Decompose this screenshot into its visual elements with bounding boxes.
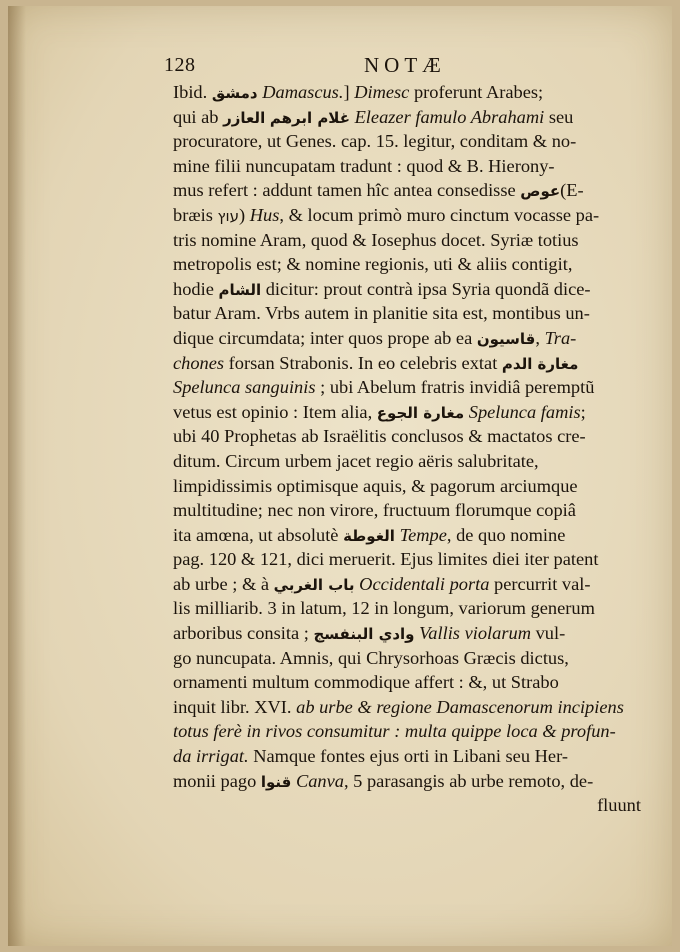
text-run: vetus est opinio : Item alia,: [173, 401, 377, 422]
text-line: [173, 252, 643, 277]
text-line: [173, 129, 643, 154]
arabic-term: العازر: [223, 108, 266, 127]
text-run: , 5 parasangis ab urbe remoto, de-: [343, 770, 594, 791]
text-line: [173, 80, 643, 105]
arabic-term: قنوا: [260, 772, 292, 791]
text-run: qui ab: [173, 106, 224, 127]
text-run: dique circumdata; inter quos prope ab ea: [173, 327, 477, 348]
text-run: , & locum primò muro cinctum vocasse pa-: [279, 204, 600, 225]
arabic-term: قاسيون: [476, 329, 536, 348]
text-lines: [173, 80, 643, 793]
text-run: ]: [343, 82, 355, 102]
text-line: [173, 326, 643, 351]
text-line: [173, 203, 643, 228]
arabic-term: مغارة الدم: [501, 354, 579, 373]
text-line: [173, 351, 643, 376]
catchword: fluunt: [597, 795, 641, 816]
text-run: ita amœna, ut absolutè: [173, 524, 344, 545]
text-line: [173, 228, 643, 253]
arabic-term: عوص: [520, 182, 561, 201]
text-run: mine filii nuncupatam tradunt : quod & B. Hierony-: [173, 155, 555, 176]
text-line: [173, 523, 643, 548]
text-run: procuratore, ut Genes. cap. 15. legitur, conditam & no-: [173, 131, 577, 152]
text-line: [173, 621, 643, 646]
text-run: vul-: [530, 623, 566, 644]
italic-term: chones: [173, 352, 225, 373]
text-line: [173, 695, 643, 720]
running-head: NOTÆ: [364, 53, 446, 77]
text-line: [173, 719, 643, 744]
text-run: ubi 40 Prophetas ab Israëlitis conclusos & mactatos cre-: [173, 426, 586, 447]
text-run: dicitur: prout contrà ipsa Syria quondã dice-: [261, 278, 591, 299]
text-line: [173, 301, 643, 326]
text-run: arboribus consita ;: [173, 623, 314, 644]
arabic-term: الشام: [218, 280, 262, 299]
text-line: [173, 474, 643, 499]
text-line: [173, 178, 643, 203]
italic-term: da irrigat.: [173, 746, 249, 767]
text-run: tris nomine Aram, quod & Iosephus docet. Syriæ totius: [173, 229, 579, 250]
text-run: metropolis est; & nomine regionis, uti & aliis contigit,: [173, 254, 573, 275]
italic-term: totus ferè in rivos consumitur : multa quippe loca & profun-: [173, 721, 616, 742]
text-run: , de quo nomine: [446, 524, 566, 545]
text-line: [173, 596, 643, 621]
text-line: [173, 449, 643, 474]
arabic-term: الغوطة: [343, 526, 395, 545]
text-run: bræis: [173, 204, 218, 225]
text-run: ditum. Circum urbem jacet regio aëris salubritate,: [173, 450, 539, 471]
arabic-term: مغارة الجوع: [376, 403, 465, 422]
italic-term: Vallis violarum: [419, 623, 531, 644]
text-line: [173, 646, 643, 671]
text-run: pag. 120 & 121, dici meruerit. Ejus limites diei iter patent: [173, 549, 599, 570]
page-header: [164, 54, 642, 80]
text-run: seu: [544, 106, 574, 127]
text-run: (E-: [560, 180, 584, 201]
page-number: 128: [164, 54, 196, 76]
italic-term: Hus: [249, 204, 280, 225]
arabic-term: وادي البنفسج: [313, 625, 415, 644]
italic-term: Spelunca sanguinis: [173, 377, 316, 398]
italic-term: Dimesc: [354, 82, 410, 102]
body-text: [173, 80, 643, 818]
italic-term: Canva: [295, 770, 344, 791]
italic-term: Spelunca famis: [468, 401, 581, 422]
text-run: ,: [535, 327, 545, 348]
page-gutter-shadow: [8, 6, 26, 946]
arabic-term: دمشق: [211, 84, 258, 102]
text-run: monii pago: [173, 770, 261, 791]
text-line: [173, 572, 643, 597]
italic-term: Tra-: [544, 327, 577, 348]
text-run: mus refert : addunt tamen hîc antea consedisse: [173, 180, 521, 201]
text-run: lis milliarib. 3 in latum, 12 in longum, variorum generum: [173, 598, 595, 619]
text-line: [173, 424, 643, 449]
italic-term: ab urbe & regione Damascenorum incipiens: [296, 696, 624, 717]
text-line: [173, 105, 643, 130]
text-run: percurrit val-: [489, 573, 591, 594]
hebrew-term: עוץ: [217, 206, 240, 225]
italic-term: Tempe: [399, 524, 447, 545]
text-line: [173, 547, 643, 572]
italic-term: Occidentali porta: [359, 573, 490, 594]
text-line: [173, 154, 643, 179]
book-page: [8, 6, 672, 946]
text-run: ): [239, 204, 250, 225]
text-run: go nuncupata. Amnis, qui Chrysorhoas Græcis dictus,: [173, 647, 569, 668]
text-line: [173, 769, 643, 794]
text-run: ;: [580, 401, 586, 422]
text-run: hodie: [173, 278, 219, 299]
text-line: [173, 277, 643, 302]
italic-term: Eleazer famulo Abrahami: [354, 106, 545, 127]
text-line: [173, 498, 643, 523]
text-run: forsan Strabonis. In eo celebris extat: [224, 352, 502, 373]
italic-term: Damascus.: [262, 82, 344, 102]
text-line: [173, 400, 643, 425]
text-run: ab urbe ; & à: [173, 573, 274, 594]
text-run: proferunt Arabes;: [409, 82, 544, 102]
text-line: [173, 375, 643, 400]
text-line: [173, 744, 643, 769]
text-run: limpidissimis optimisque aquis, & pagorum arciumque: [173, 475, 578, 496]
text-run: Namque fontes ejus orti in Libani seu Her-: [248, 746, 568, 767]
arabic-term: غلام ابرهم: [269, 108, 350, 127]
text-run: ornamenti multum commodique affert : &, ut Strabo: [173, 672, 559, 693]
text-line: [173, 670, 643, 695]
text-run: Ibid.: [173, 82, 212, 102]
text-run: inquit libr. XVI.: [173, 696, 297, 717]
text-run: ; ubi Abelum fratris invidiâ peremptũ: [315, 377, 595, 398]
arabic-term: باب الغربي: [273, 575, 355, 594]
text-run: multitudine; nec non virore, fructuum florumque copiâ: [173, 500, 576, 521]
text-run: batur Aram. Vrbs autem in planitie sita est, montibus un-: [173, 303, 590, 324]
